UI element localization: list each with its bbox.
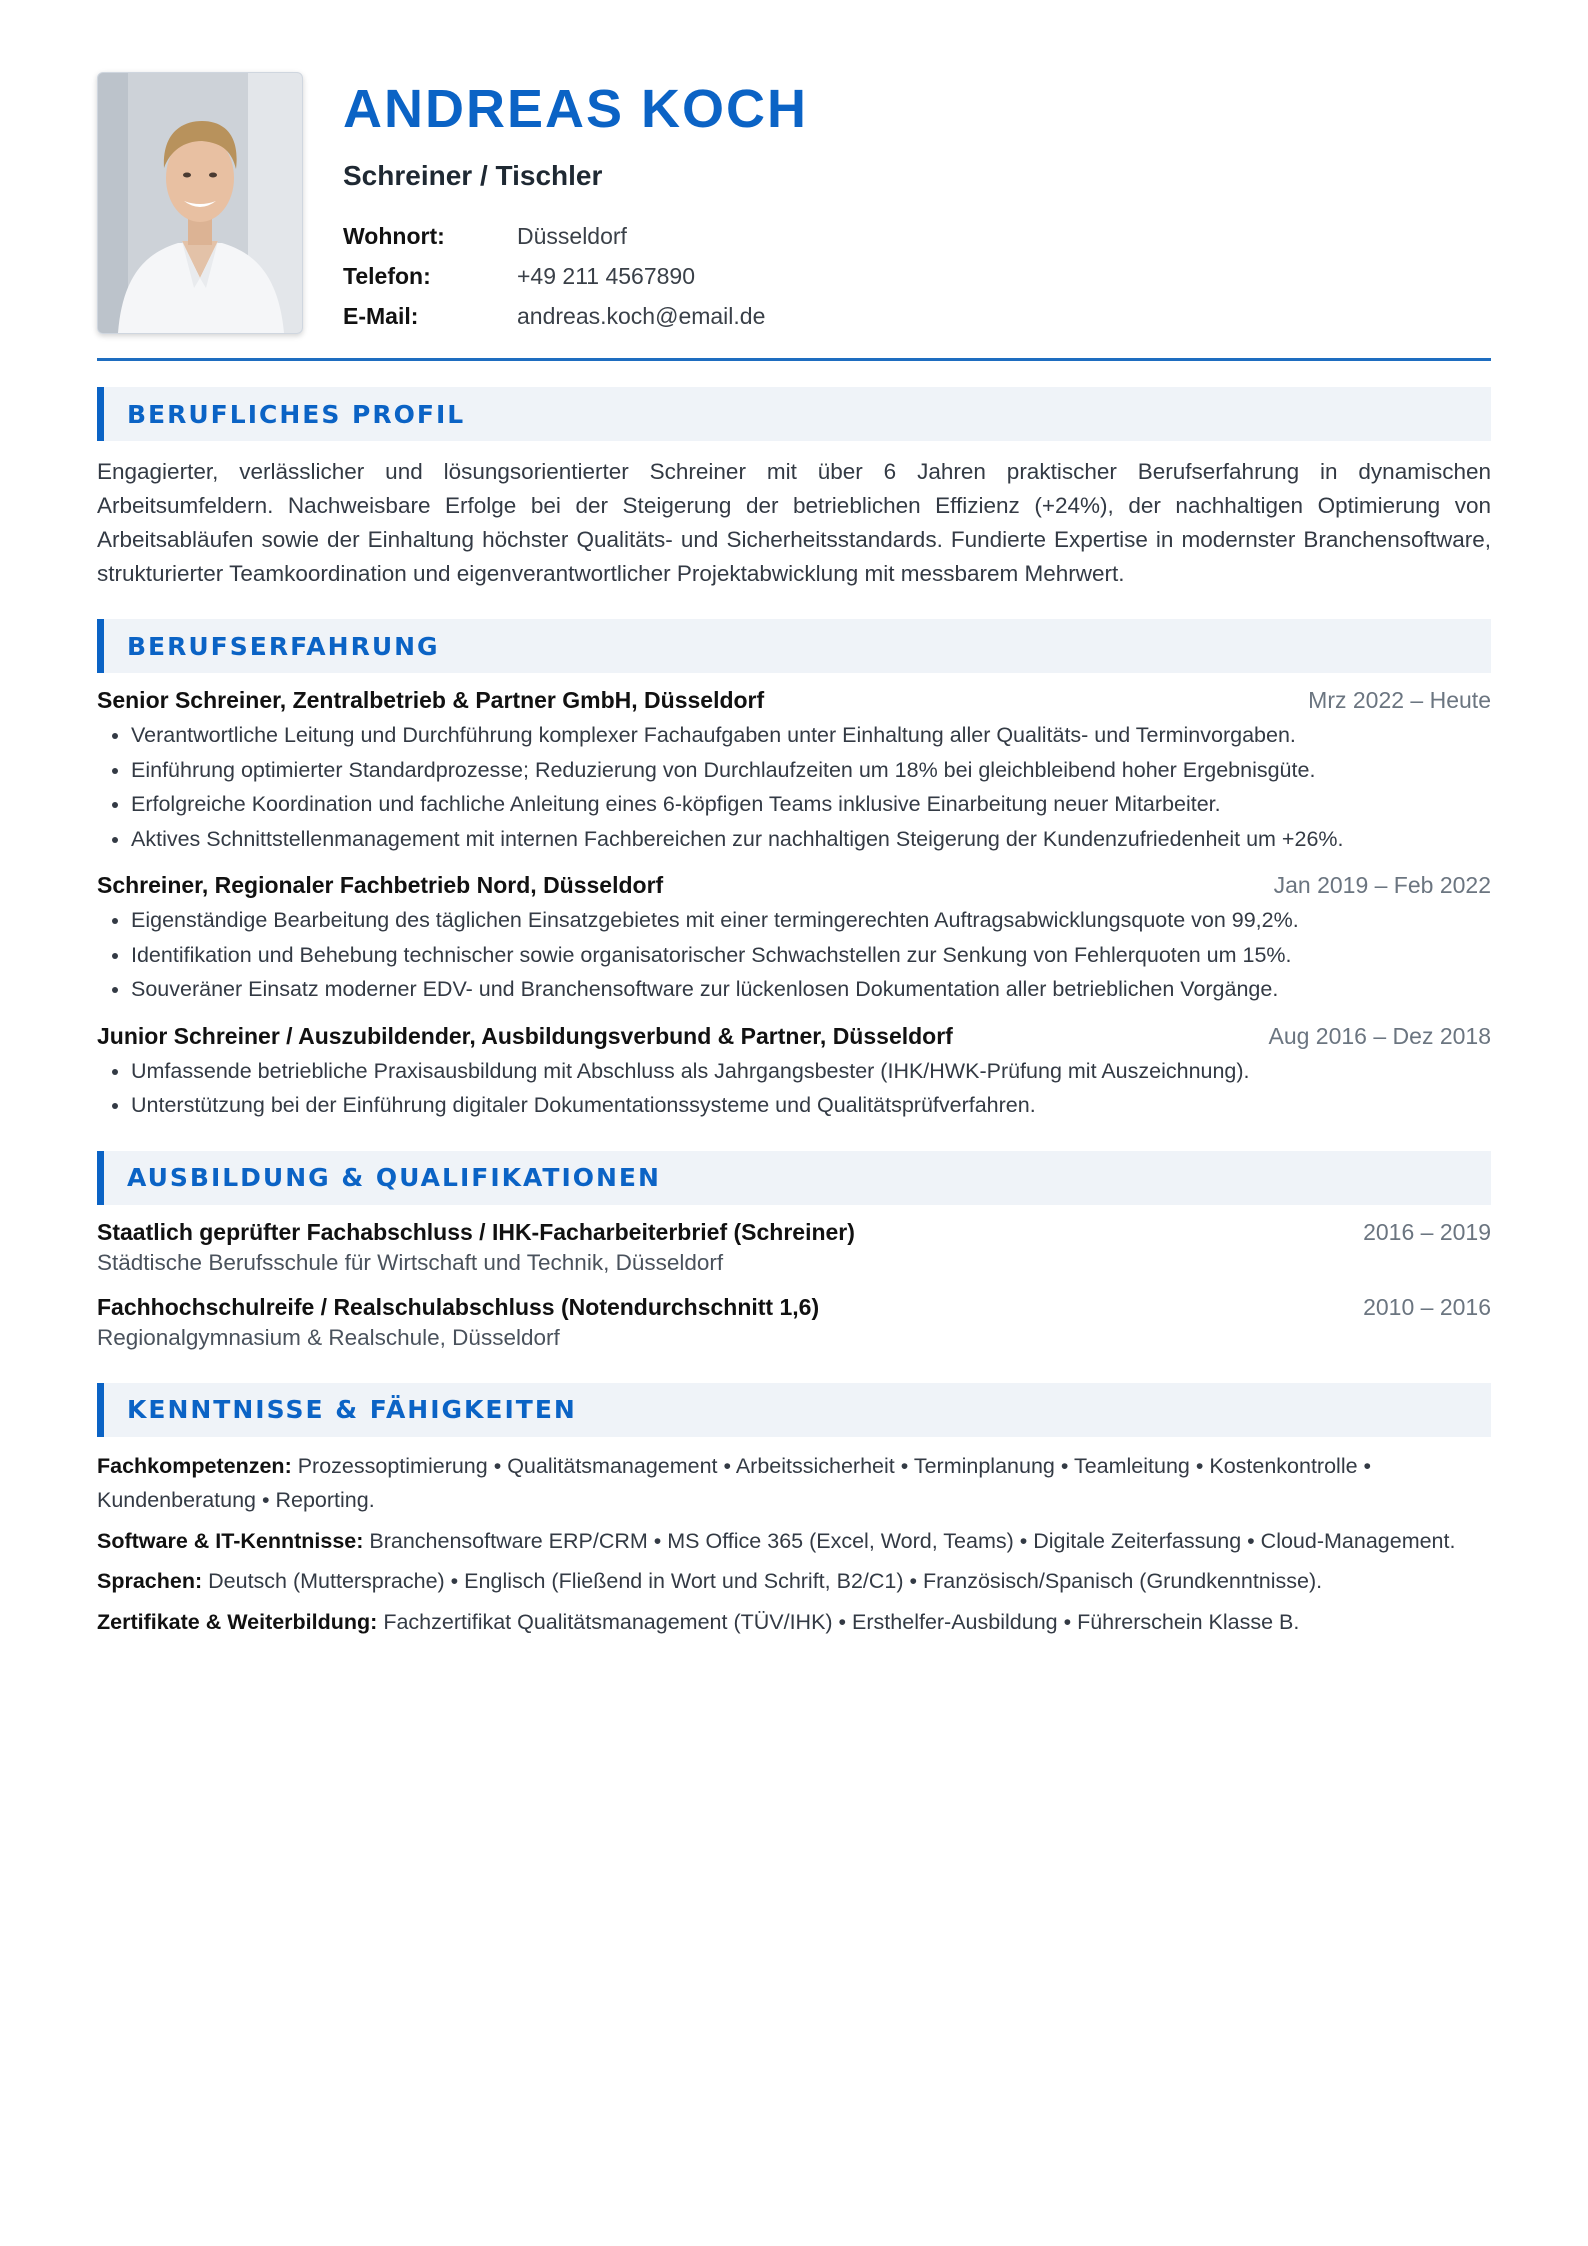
skill-text: Branchensoftware ERP/CRM • MS Office 365 (Excel, Word, Teams) • Digitale Zeiterfassung • Cloud-Management. xyxy=(369,1528,1456,1553)
job-date: Jan 2019 – Feb 2022 xyxy=(1273,872,1491,898)
education-title: Staatlich geprüfter Fachabschluss / IHK-Facharbeiterbrief (Schreiner) xyxy=(97,1218,855,1245)
skill-row xyxy=(97,1605,1491,1640)
header-divider xyxy=(97,358,1491,361)
profile-text: Engagierter, verlässlicher und lösungsorientierter Schreiner mit über 6 Jahren praktischer Berufserfahrung in dynamischen Arbeitsumfeldern. Nachweisbare Erfolge bei der Steigerung der betrieblichen Effizienz (+24%), der nachhaltigen Optimierung von Arbeitsabläufen sowie der Einhaltung höchster Qualitäts- und Sicherheitsstandards. Fundierte Expertise in modernster Branchensoftware, strukturierter Teamkoordination und eigenverantwortlicher Projektabwicklung mit messbarem Mehrwert. xyxy=(97,459,1491,586)
section-title: AUSBILDUNG & QUALIFIKATIONEN xyxy=(127,1163,661,1192)
education-date: 2016 – 2019 xyxy=(1363,1218,1491,1245)
list-item: • Eigenständige Bearbeitung des täglichen Einsatzgebietes mit einer termingerechten Auftragsabwicklungsquote von 99,2%. xyxy=(131,903,1491,938)
job-title: Schreiner, Regionaler Fachbetrieb Nord, Düsseldorf xyxy=(97,872,664,898)
person-portrait-icon xyxy=(98,73,302,333)
section-heading-education xyxy=(97,1151,1491,1205)
education-school: Regionalgymnasium & Realschule, Düsseldorf xyxy=(97,1324,560,1350)
contact-label: Telefon: xyxy=(343,263,431,289)
candidate-job-title: Schreiner / Tischler xyxy=(343,160,603,191)
section-heading-skills xyxy=(97,1383,1491,1437)
list-item: • Unterstützung bei der Einführung digitaler Dokumentationssysteme und Qualitätsprüfverfahren. xyxy=(131,1088,1491,1123)
job-date: Mrz 2022 – Heute xyxy=(1308,687,1491,713)
job-bullets xyxy=(97,903,1491,1007)
skill-row xyxy=(97,1449,1491,1518)
job-entry xyxy=(97,687,1491,856)
candidate-name: ANDREAS KOCH xyxy=(343,79,809,139)
section-title: BERUFSERFAHRUNG xyxy=(127,631,440,661)
contact-value-phone: +49 211 4567890 xyxy=(517,263,696,289)
skills-list xyxy=(97,1449,1491,1640)
contact-value-email: andreas.koch@email.de xyxy=(517,303,766,329)
contact-row-phone xyxy=(343,256,808,296)
job-bullets xyxy=(97,1054,1491,1123)
contact-row-location xyxy=(343,216,808,256)
education-list xyxy=(97,1219,1491,1355)
skill-label: Zertifikate & Weiterbildung: xyxy=(97,1609,378,1634)
skill-text: Deutsch (Muttersprache) • Englisch (Fließend in Wort und Schrift, B2/C1) • Französisch/Spanisch (Grundkenntnisse). xyxy=(208,1569,1323,1593)
resume-header xyxy=(97,72,1491,336)
job-bullets xyxy=(97,718,1491,856)
education-entry xyxy=(97,1219,1491,1280)
experience-list xyxy=(97,687,1491,1123)
list-item: • Aktives Schnittstellenmanagement mit internen Fachbereichen zur nachhaltigen Steigerung der Kundenzufriedenheit um +26%. xyxy=(131,822,1491,857)
skill-text: Fachzertifikat Qualitätsmanagement (TÜV/IHK) • Ersthelfer-Ausbildung • Führerschein Klasse B. xyxy=(383,1609,1300,1634)
job-date: Aug 2016 – Dez 2018 xyxy=(1268,1022,1491,1049)
contact-value-location: Düsseldorf xyxy=(517,223,627,249)
education-date: 2010 – 2016 xyxy=(1363,1293,1491,1320)
list-item: • Einführung optimierter Standardprozesse; Reduzierung von Durchlaufzeiten um 18% bei gleichbleibend hoher Ergebnisgüte. xyxy=(131,753,1491,788)
list-item: • Souveräner Einsatz moderner EDV- und Branchensoftware zur lückenlosen Dokumentation aller betrieblichen Vorgänge. xyxy=(131,972,1491,1007)
profile-photo xyxy=(97,72,303,334)
skill-label: Fachkompetenzen: xyxy=(97,1453,292,1478)
skill-row xyxy=(97,1524,1491,1559)
job-title: Junior Schreiner / Auszubildender, Ausbildungsverbund & Partner, Düsseldorf xyxy=(97,1022,953,1049)
section-title: KENNTNISSE & FÄHIGKEITEN xyxy=(127,1395,577,1424)
contact-row-email xyxy=(343,296,808,336)
education-title: Fachhochschulreife / Realschulabschluss (Notendurchschnitt 1,6) xyxy=(97,1293,820,1320)
contact-list xyxy=(343,216,808,336)
header-info xyxy=(343,72,808,336)
education-entry xyxy=(97,1294,1491,1355)
skill-label: Sprachen: xyxy=(97,1569,203,1593)
education-school: Städtische Berufsschule für Wirtschaft und Technik, Düsseldorf xyxy=(97,1249,724,1275)
list-item: • Identifikation und Behebung technischer sowie organisatorischer Schwachstellen zur Senkung von Fehlerquoten um 15%. xyxy=(131,938,1491,973)
contact-label: Wohnort: xyxy=(343,223,445,249)
job-entry xyxy=(97,872,1491,1007)
list-item: • Verantwortliche Leitung und Durchführung komplexer Fachaufgaben unter Einhaltung aller Qualitäts- und Terminvorgaben. xyxy=(131,718,1491,753)
section-title: BERUFLICHES PROFIL xyxy=(127,399,466,429)
job-entry xyxy=(97,1023,1491,1123)
skill-row xyxy=(97,1564,1491,1599)
job-title: Senior Schreiner, Zentralbetrieb & Partner GmbH, Düsseldorf xyxy=(97,687,765,713)
skill-text: Prozessoptimierung • Qualitätsmanagement • Arbeitssicherheit • Terminplanung • Teamleitung • Kostenkontrolle • Kundenberatung • Reporting. xyxy=(97,1453,1372,1512)
section-heading-experience xyxy=(97,619,1491,673)
skill-label: Software & IT-Kenntnisse: xyxy=(97,1528,364,1553)
contact-label: E-Mail: xyxy=(343,303,419,329)
list-item: • Umfassende betriebliche Praxisausbildung mit Abschluss als Jahrgangsbester (IHK/HWK-Prüfung mit Auszeichnung). xyxy=(131,1054,1491,1089)
list-item: • Erfolgreiche Koordination und fachliche Anleitung eines 6-köpfigen Teams inklusive Einarbeitung neuer Mitarbeiter. xyxy=(131,787,1491,822)
section-heading-profile xyxy=(97,387,1491,441)
